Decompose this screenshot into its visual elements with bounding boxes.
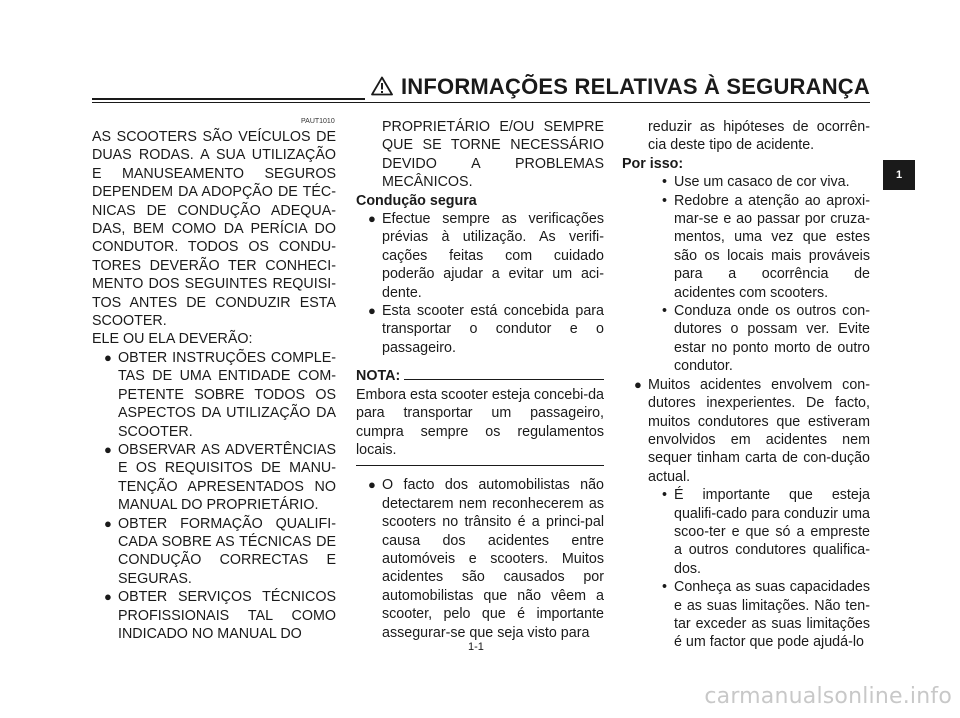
sub-item: • Conheça as suas capacidades e as suas limitações. Não ten-tar exceder as suas limitações é um factor que pode ajudá-lo [648, 578, 870, 652]
section-title [365, 74, 870, 100]
column-2 [356, 118, 604, 642]
requirement-item: ● OBSERVAR AS ADVERTÊNCIAS E OS REQUISITOS DE MANU-TENÇÃO APRESENTADOS NO MANUAL DO PROPRIETÁRIO. [92, 441, 336, 515]
sub-item: • Redobre a atenção ao aproxi-mar-se e ao passar por cruza-mentos, uma vez que estes são os locais mais prováveis para a ocorrência de acidentes com scooters. [648, 192, 870, 302]
reference-code: PAUT1010 [301, 118, 335, 125]
watermark: carmanualsonline.info [704, 684, 952, 709]
note-end-rule [356, 465, 604, 466]
subheading-safe-riding: Condução segura [356, 192, 477, 209]
page-number: 1-1 [468, 641, 484, 653]
requirement-item: ● OBTER SERVIÇOS TÉCNICOS PROFISSIONAIS TAL COMO INDICADO NO MANUAL DO [92, 588, 336, 643]
chapter-tab: 1 [883, 160, 915, 190]
safety-item: ● Esta scooter está concebida para transportar o condutor e o passageiro. [356, 302, 604, 357]
column-3 [622, 118, 870, 652]
safety-item: ● O facto dos automobilistas não detectarem nem reconhecerem as scooters no trânsito é a princi-pal causa dos acidentes entre automóveis e scooters. Muitos acidentes são causados por automobilistas que não vêem a scooter, pelo que é importante assegurar-se que seja visto para [356, 476, 604, 642]
note-text: Embora esta scooter esteja concebi-da para transportar um passageiro, cumpra sempre os regulamentos locais. [356, 386, 604, 458]
section-title-text: INFORMAÇÕES RELATIVAS À SEGURANÇA [400, 74, 870, 99]
requirement-item: ● OBTER INSTRUÇÕES COMPLE-TAS DE UMA ENTIDADE COM-PETENTE SOBRE TODOS OS ASPECTOS DA UTILIZAÇÃO DA SCOOTER. [92, 349, 336, 441]
column-1 [92, 128, 336, 643]
sub-item: • Conduza onde os outros con-dutores o possam ver. Evite estar no ponto morto de outro condutor. [648, 302, 870, 376]
sub-item: • Use um casaco de cor viva. [648, 173, 870, 191]
intro-paragraph: AS SCOOTERS SÃO VEÍCULOS DE DUAS RODAS. A SUA UTILIZAÇÃO E MANUSEAMENTO SEGUROS DEPENDEM DA ADOPÇÃO DE TÉC-NICAS DE CONDUÇÃO ADEQUA-DAS, BEM COMO DA PERÍCIA DO CONDUTOR. TODOS OS CONDU-TORES DEVERÃO TER CONHECI-MENTO DOS SEGUINTES REQUISI-TOS ANTES DE CONDUZIR ESTA SCOOTER. [92, 129, 336, 330]
requirement-item: ● OBTER FORMAÇÃO QUALIFI-CADA SOBRE AS TÉCNICAS DE CONDUÇÃO CORRECTAS E SEGURAS. [92, 515, 336, 589]
note-label: NOTA: [356, 368, 404, 384]
note-block [356, 367, 604, 385]
header-rule-thin [92, 102, 870, 103]
safety-item: ● Efectue sempre as verificações prévias à utilização. As verifi-cações feitas com cuidado poderão ajudar a evitar um aci-dente. [356, 210, 604, 302]
safety-item: ● Muitos acidentes envolvem con-dutores inexperientes. De facto, muitos condutores que estiveram envolvidos em acidentes nem sequer tinham carta de con-dução actual. [622, 376, 870, 486]
requirements-lead: ELE OU ELA DEVERÃO: [92, 331, 253, 348]
warning-triangle-icon [371, 76, 393, 96]
safety-continuation: reduzir as hipóteses de ocorrên-cia deste tipo de acidente. [648, 119, 870, 154]
por-isso-label: Por isso: [622, 155, 684, 172]
section-header [92, 76, 870, 102]
sub-item: • É importante que esteja qualifi-cado para conduzir uma scoo-ter e que só a empreste a outros condutores qualifica-dos. [648, 486, 870, 578]
requirement-continuation: PROPRIETÁRIO E/OU SEMPRE QUE SE TORNE NECESSÁRIO DEVIDO A PROBLEMAS MECÂNICOS. [382, 119, 604, 191]
